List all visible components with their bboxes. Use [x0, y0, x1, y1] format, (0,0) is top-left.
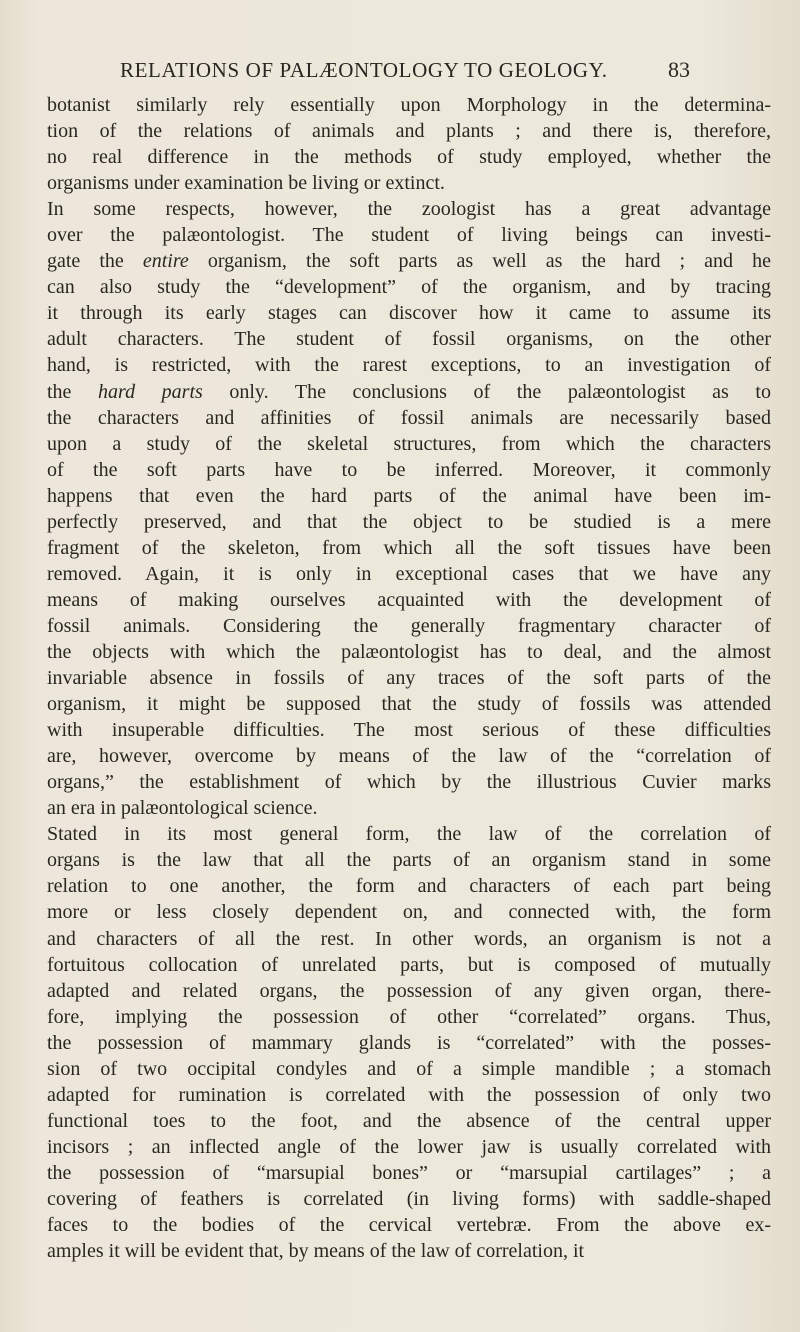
text-line: with insuperable difficulties. The most serious of these difficulties — [47, 719, 771, 742]
text-line: amples it will be evident that, by means of the law of correlation, it — [47, 1240, 585, 1263]
text-line: of the soft parts have to be inferred. Moreover, it commonly — [47, 458, 771, 481]
text-line: gate the entire organism, the soft parts as well as the hard ; and he — [47, 250, 771, 273]
running-head: RELATIONS OF PALÆONTOLOGY TO GEOLOGY. — [120, 58, 608, 82]
text-line: the characters and affinities of fossil animals are necessarily based — [47, 406, 771, 429]
text-line: relation to one another, the form and characters of each part being — [47, 875, 771, 898]
text-line: and characters of all the rest. In other words, an organism is not a — [47, 927, 771, 950]
page-number: 83 — [668, 57, 690, 82]
text-line: hand, is restricted, with the rarest exceptions, to an investigation of — [47, 354, 771, 377]
text-line: removed. Again, it is only in exceptional cases that we have any — [47, 562, 771, 585]
text-line: covering of feathers is correlated (in living forms) with saddle-shaped — [47, 1187, 771, 1210]
text-line: incisors ; an inflected angle of the lower jaw is usually correlated with — [47, 1135, 771, 1158]
text-line: can also study the “development” of the organism, and by tracing — [47, 276, 771, 299]
text-line: the objects with which the palæontologist has to deal, and the almost — [47, 640, 771, 663]
text-line: the hard parts only. The conclusions of the palæontologist as to — [47, 380, 771, 403]
text-line: adapted for rumination is correlated with the possession of only two — [47, 1083, 771, 1106]
emphasis: hard parts — [98, 380, 203, 403]
text-line: organs is the law that all the parts of an organism stand in some — [47, 849, 771, 872]
text-line: upon a study of the skeletal structures, from which the characters — [47, 432, 771, 455]
text-line: it through its early stages can discover how it came to assume its — [47, 302, 771, 325]
text-line: perfectly preserved, and that the object to be studied is a mere — [47, 510, 771, 533]
text-line: organs,” the establishment of which by the illustrious Cuvier marks — [47, 771, 771, 794]
text-line: organism, it might be supposed that the study of fossils was attended — [47, 693, 771, 716]
emphasis: entire — [142, 250, 189, 273]
text-line: fossil animals. Considering the generally fragmentary character of — [47, 614, 771, 637]
text-line: Stated in its most general form, the law of the correlation of — [47, 823, 771, 846]
text-line: means of making ourselves acquainted with the development of — [47, 588, 771, 611]
text-line: faces to the bodies of the cervical vertebræ. From the above ex- — [47, 1214, 771, 1237]
text-line: invariable absence in fossils of any traces of the soft parts of the — [47, 667, 771, 690]
text-line: sion of two occipital condyles and of a simple mandible ; a stomach — [47, 1057, 771, 1080]
text-line: fore, implying the possession of other “correlated” organs. Thus, — [47, 1005, 771, 1028]
text-line: functional toes to the foot, and the absence of the central upper — [47, 1109, 771, 1132]
text-line: adult characters. The student of fossil organisms, on the other — [47, 328, 771, 351]
text-line: botanist similarly rely essentially upon Morphology in the determina- — [47, 94, 771, 116]
text-line: organisms under examination be living or extinct. — [47, 172, 445, 195]
text-line: an era in palæontological science. — [47, 797, 318, 820]
text-line: over the palæontologist. The student of living beings can investi- — [47, 224, 771, 247]
text-line: are, however, overcome by means of the law of the “correlation of — [47, 745, 771, 768]
text-line: the possession of “marsupial bones” or “marsupial cartilages” ; a — [47, 1161, 771, 1184]
body-text — [47, 92, 771, 1264]
text-line: adapted and related organs, the possession of any given organ, there- — [47, 979, 771, 1002]
text-line: In some respects, however, the zoologist has a great advantage — [47, 198, 771, 221]
page-header — [120, 58, 690, 88]
text-line: fortuitous collocation of unrelated parts, but is composed of mutually — [47, 953, 771, 976]
text-line: the possession of mammary glands is “correlated” with the posses- — [47, 1031, 771, 1054]
text-line: tion of the relations of animals and plants ; and there is, therefore, — [47, 120, 771, 143]
text-line: more or less closely dependent on, and connected with, the form — [47, 901, 771, 924]
text-line: happens that even the hard parts of the animal have been im- — [47, 484, 771, 507]
text-line: fragment of the skeleton, from which all the soft tissues have been — [47, 536, 771, 559]
text-line: no real difference in the methods of study employed, whether the — [47, 146, 771, 169]
